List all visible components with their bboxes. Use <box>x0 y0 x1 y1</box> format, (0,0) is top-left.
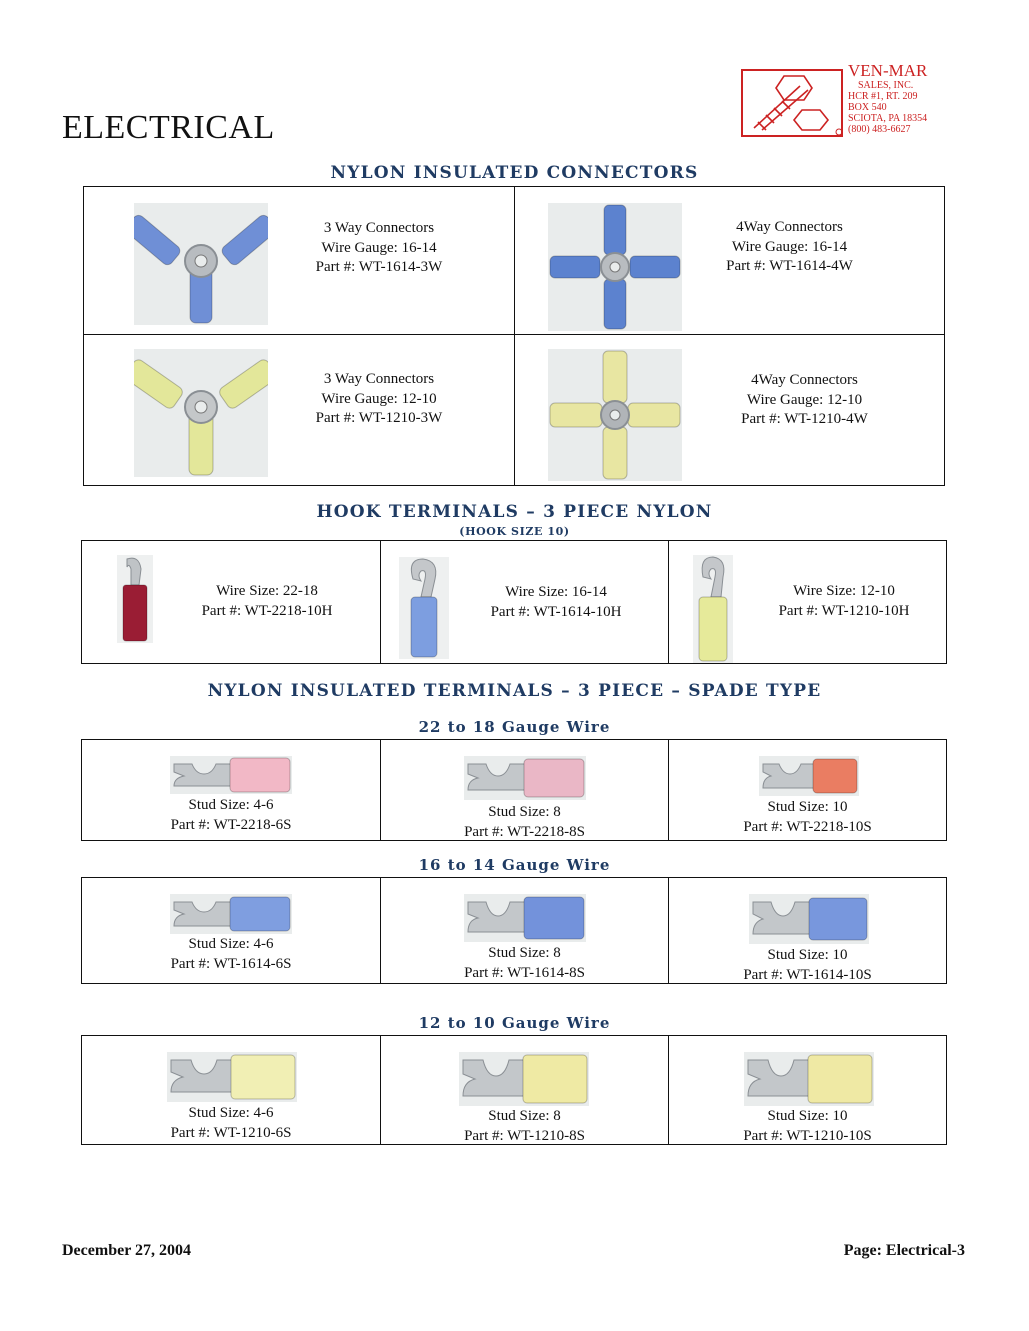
connector-cell <box>84 335 515 486</box>
spade-stud-size: Stud Size: 10 <box>767 799 848 815</box>
spade-table <box>81 877 947 984</box>
spade-cell <box>669 740 947 841</box>
connector-insulation <box>603 427 627 479</box>
hook-insulation <box>123 585 147 641</box>
hook-part: Part #: WT-2218-10H <box>201 602 333 619</box>
connector-cell <box>514 187 945 335</box>
connector-part: Part #: WT-1210-4W <box>741 411 868 427</box>
spade-terminal-icon <box>464 894 586 942</box>
connector-name: 4Way Connectors <box>751 372 858 388</box>
logo-name: VEN-MAR <box>848 61 928 80</box>
product-photo <box>134 349 268 477</box>
connector-gauge: Wire Gauge: 12-10 <box>321 390 437 407</box>
spade-insulation <box>230 897 290 931</box>
spade-part: Part #: WT-1210-10S <box>743 1127 872 1144</box>
connector-insulation <box>604 279 626 329</box>
product-photo <box>693 555 733 663</box>
hook-wire-size: Wire Size: 22-18 <box>216 583 318 599</box>
spade-terminal-icon <box>464 756 586 800</box>
product-photo <box>548 349 682 481</box>
product-photo <box>117 555 153 643</box>
hook-part: Part #: WT-1210-10H <box>778 602 910 619</box>
spade-cell <box>381 1036 669 1145</box>
section-subtitle-hooks: (HOOK SIZE 10) <box>459 525 570 538</box>
connector-cell <box>84 187 515 335</box>
connector-gauge: Wire Gauge: 12-10 <box>746 391 863 408</box>
section-title-spades: NYLON INSULATED TERMINALS – 3 PIECE – SPADE TYPE <box>207 681 822 701</box>
spade-stud-size: Stud Size: 4-6 <box>188 936 274 952</box>
spade-cell <box>82 1036 381 1145</box>
spade-terminal-icon <box>759 756 859 796</box>
product-photo <box>464 756 586 800</box>
spade-part: Part #: WT-2218-10S <box>743 818 872 835</box>
hook-wire-size: Wire Size: 12-10 <box>793 583 895 599</box>
connector-insulation <box>220 213 268 267</box>
spade-insulation <box>524 759 584 797</box>
hook-insulation <box>411 597 437 657</box>
spade-terminal-icon <box>744 1052 874 1106</box>
hook-wire-size: Wire Size: 16-14 <box>505 584 607 600</box>
logo-line: SALES, INC. <box>858 80 914 91</box>
connector-cell <box>514 335 945 486</box>
connector-insulation <box>134 358 185 411</box>
connector-insulation <box>628 403 680 427</box>
product-photo <box>759 756 859 796</box>
spade-stud-size: Stud Size: 8 <box>488 1108 561 1124</box>
spade-table <box>81 1035 947 1145</box>
hook-terminal-icon <box>117 555 153 643</box>
four-way-connector-icon <box>548 203 682 331</box>
hook-terminal-icon <box>693 555 733 663</box>
logo-line: BOX 540 <box>848 102 887 113</box>
gauge-group-title: 22 to 18 Gauge Wire <box>418 718 611 736</box>
spade-cell <box>82 740 381 841</box>
spade-stud-size: Stud Size: 10 <box>767 947 848 963</box>
spade-part: Part #: WT-1614-10S <box>743 966 872 983</box>
gauge-group-title: 12 to 10 Gauge Wire <box>418 1014 611 1032</box>
spade-insulation <box>231 1055 295 1099</box>
hooks-table <box>81 540 947 664</box>
spade-insulation <box>809 898 867 940</box>
hook-insulation <box>699 597 727 661</box>
hook-part: Part #: WT-1614-10H <box>490 603 622 620</box>
product-photo <box>459 1052 589 1106</box>
connector-gauge: Wire Gauge: 16-14 <box>731 238 848 255</box>
section-title-connectors: NYLON INSULATED CONNECTORS <box>330 163 699 183</box>
product-photo <box>170 756 292 794</box>
four-way-connector-icon <box>548 349 682 481</box>
footer-page: Page: Electrical-3 <box>843 1242 965 1259</box>
logo-line: HCR #1, RT. 209 <box>848 91 918 102</box>
spade-insulation <box>524 897 584 939</box>
product-photo <box>399 557 449 659</box>
product-photo <box>167 1052 297 1102</box>
product-photo <box>749 894 869 944</box>
connector-part: Part #: WT-1614-4W <box>726 258 853 274</box>
connector-name: 3 Way Connectors <box>323 371 435 387</box>
footer-date: December 27, 2004 <box>62 1242 191 1259</box>
spade-insulation <box>523 1055 587 1103</box>
spade-cell <box>82 878 381 984</box>
three-way-connector-icon <box>134 349 268 477</box>
spade-stud-size: Stud Size: 8 <box>488 945 561 961</box>
spade-table <box>81 739 947 841</box>
spade-insulation <box>813 759 857 793</box>
connector-gauge: Wire Gauge: 16-14 <box>321 239 437 256</box>
spade-cell <box>381 740 669 841</box>
spade-terminal-icon <box>459 1052 589 1106</box>
spade-part: Part #: WT-1614-6S <box>170 955 292 972</box>
spade-terminal-icon <box>170 756 292 794</box>
logo-line: SCIOTA, PA 18354 <box>848 113 928 124</box>
hook-cell <box>381 541 669 664</box>
connector-insulation <box>217 358 268 411</box>
bolt-logo-icon <box>740 68 844 138</box>
product-photo <box>464 894 586 942</box>
spade-part: Part #: WT-1614-8S <box>464 964 585 981</box>
spade-part: Part #: WT-2218-8S <box>464 823 585 840</box>
hook-terminal-icon <box>399 557 449 659</box>
spade-part: Part #: WT-2218-6S <box>170 816 292 833</box>
spade-insulation <box>808 1055 872 1103</box>
spade-part: Part #: WT-1210-8S <box>464 1127 585 1144</box>
spade-part: Part #: WT-1210-6S <box>170 1124 292 1141</box>
spade-insulation <box>230 758 290 792</box>
connector-insulation <box>630 256 680 278</box>
connector-insulation <box>604 205 626 255</box>
spade-stud-size: Stud Size: 4-6 <box>188 1105 274 1121</box>
product-photo <box>548 203 682 331</box>
spade-terminal-icon <box>749 894 869 944</box>
connector-name: 4Way Connectors <box>736 219 843 235</box>
connector-part: Part #: WT-1210-3W <box>315 410 443 426</box>
product-photo <box>170 894 292 934</box>
spade-stud-size: Stud Size: 10 <box>767 1108 848 1124</box>
spade-stud-size: Stud Size: 8 <box>488 804 561 820</box>
spade-terminal-icon <box>170 894 292 934</box>
section-title-hooks: HOOK TERMINALS – 3 PIECE NYLON <box>316 502 713 522</box>
spade-cell <box>669 878 947 984</box>
hook-cell <box>82 541 381 664</box>
gauge-group-title: 16 to 14 Gauge Wire <box>418 856 611 874</box>
spade-stud-size: Stud Size: 4-6 <box>188 797 274 813</box>
spade-cell <box>381 878 669 984</box>
hook-cell <box>669 541 947 664</box>
connector-part: Part #: WT-1614-3W <box>315 259 443 275</box>
logo-line: (800) 483-6627 <box>848 124 911 135</box>
page-title: ELECTRICAL <box>62 109 275 146</box>
three-way-connector-icon <box>134 203 268 325</box>
connector-insulation <box>134 213 182 267</box>
spade-cell <box>669 1036 947 1145</box>
connector-insulation <box>550 403 602 427</box>
connector-insulation <box>603 351 627 403</box>
product-photo <box>744 1052 874 1106</box>
connectors-table <box>83 186 945 486</box>
company-logo <box>740 62 970 142</box>
spade-terminal-icon <box>167 1052 297 1102</box>
connector-name: 3 Way Connectors <box>323 220 435 236</box>
product-photo <box>134 203 268 325</box>
connector-insulation <box>550 256 600 278</box>
